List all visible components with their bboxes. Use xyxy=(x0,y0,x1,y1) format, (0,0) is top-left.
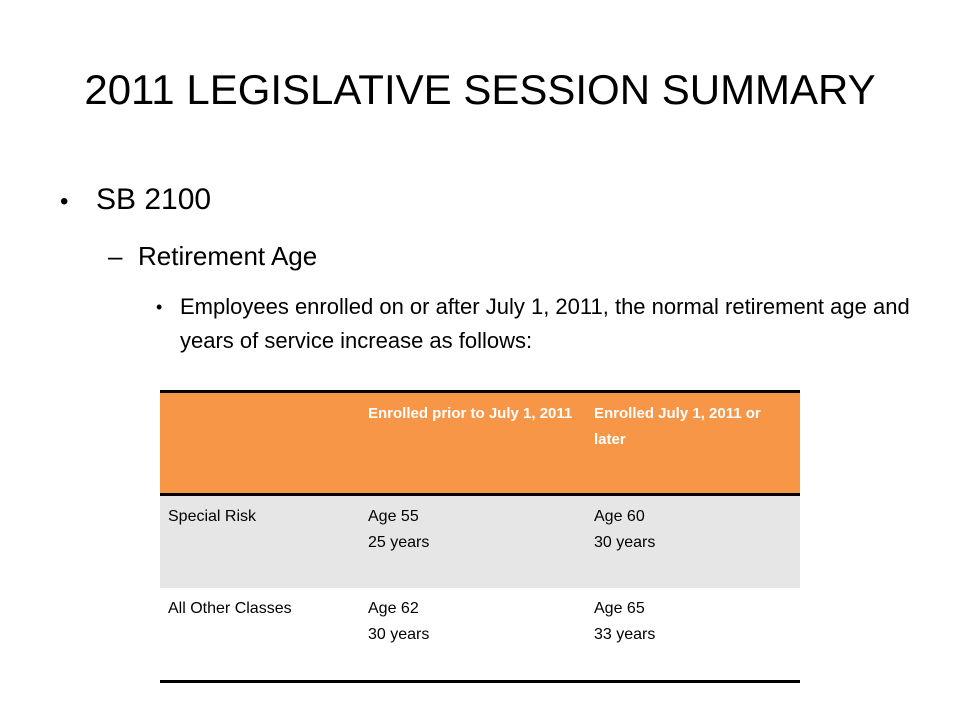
cell-age: Age 65 xyxy=(594,600,645,617)
row-label: Special Risk xyxy=(160,495,360,589)
table-header-row xyxy=(160,392,800,495)
table-header-cell-later: Enrolled July 1, 2011 or later xyxy=(586,392,800,495)
bullet-level2 xyxy=(108,236,317,276)
table-row xyxy=(160,588,800,682)
cell-prior xyxy=(360,588,586,682)
table-header-cell-empty xyxy=(160,392,360,495)
retirement-age-table xyxy=(160,390,800,683)
bullet-level3-text: Employees enrolled on or after July 1, 2011, the normal retirement age and years of service increase as follows: xyxy=(180,294,910,353)
bullet-dot-icon: • xyxy=(60,188,69,215)
bullet-dot-icon: • xyxy=(156,297,163,317)
cell-years: 25 years xyxy=(368,534,430,551)
bullet-dash-icon: – xyxy=(108,241,123,271)
cell-later xyxy=(586,588,800,682)
table-header-cell-prior: Enrolled prior to July 1, 2011 xyxy=(360,392,586,495)
cell-years: 33 years xyxy=(594,626,656,643)
cell-later xyxy=(586,495,800,589)
slide-title: 2011 LEGISLATIVE SESSION SUMMARY xyxy=(84,66,876,113)
cell-years: 30 years xyxy=(368,626,430,643)
bullet-level2-text: Retirement Age xyxy=(138,241,318,271)
table-row xyxy=(160,495,800,589)
cell-age: Age 60 xyxy=(594,508,645,525)
row-label: All Other Classes xyxy=(160,588,360,682)
cell-prior xyxy=(360,495,586,589)
bullet-level1-text: SB 2100 xyxy=(96,183,212,216)
cell-years: 30 years xyxy=(594,534,656,551)
bullet-level1 xyxy=(60,178,211,224)
cell-age: Age 55 xyxy=(368,508,419,525)
bullet-level3 xyxy=(156,290,916,358)
cell-age: Age 62 xyxy=(368,600,419,617)
